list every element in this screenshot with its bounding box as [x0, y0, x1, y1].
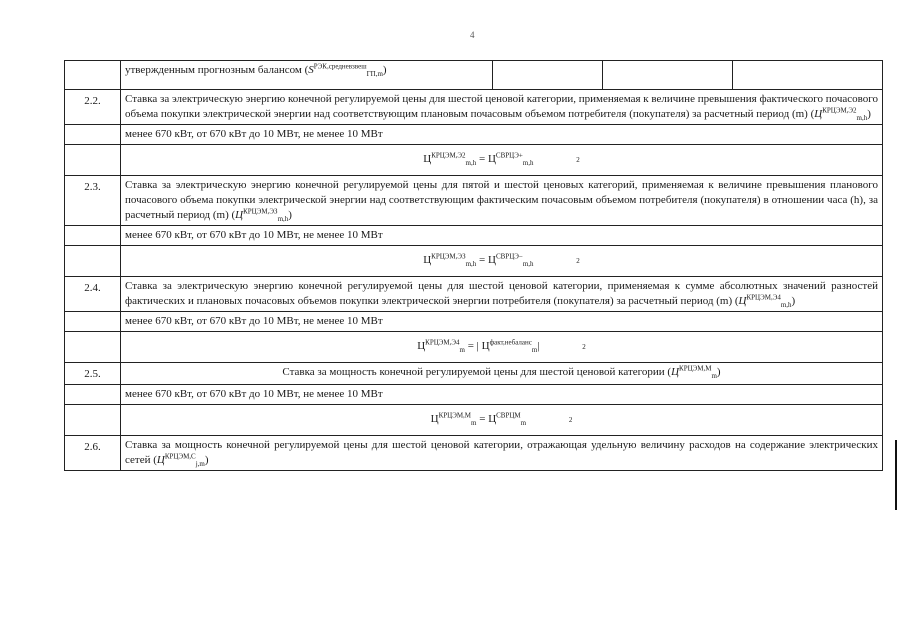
- symbol-superscript: КРЦЭМ,С: [164, 452, 196, 461]
- description-text: Ставка за электрическую энергию конечной регулируемой цены для пятой и шестой ценовых категорий, применяемая к величине превышения планового почасового объема покупки электрической энергии над соответствующим фактическим почасовым объемом потребителя (покупателя) в отношении часа (h), за расчетный период (m) (: [125, 179, 878, 221]
- page-number: 4: [470, 30, 475, 40]
- empty-num-cell: [65, 332, 121, 363]
- section-description: [121, 436, 883, 471]
- formula-rhs-subscript: m: [531, 346, 538, 355]
- closing-paren: ): [288, 209, 292, 221]
- symbol-text: Ц: [671, 366, 680, 378]
- formula-lhs-subscript: m: [459, 346, 465, 355]
- formula-lhs-subscript: m,h: [465, 260, 477, 269]
- formula-rhs-superscript: СВРЦЭ−: [495, 252, 523, 261]
- section-formula-row: [65, 145, 883, 176]
- formula-rhs: Ц: [488, 254, 496, 266]
- formula-rhs: Ц: [487, 153, 496, 165]
- symbol-text: Ц: [156, 454, 165, 466]
- empty-num-cell: [65, 61, 121, 90]
- section-formula-row: [65, 332, 883, 363]
- formula-lhs-subscript: m,h: [465, 159, 477, 168]
- closing-paren: ): [867, 108, 871, 120]
- section-number: 2.6.: [65, 436, 121, 471]
- section-description: [121, 90, 883, 125]
- symbol-superscript: КРЦЭМ,ЭЗ: [243, 207, 278, 216]
- symbol-subscript: m,h: [277, 215, 289, 224]
- section-number: 2.2.: [65, 90, 121, 125]
- power-range-label: менее 670 кВт, от 670 кВт до 10 МВт, не менее 10 МВт: [121, 385, 883, 405]
- tariff-table: [64, 60, 883, 471]
- symbol-subscript: m,h: [780, 301, 792, 310]
- formula-lhs: Ц: [423, 254, 432, 266]
- symbol-superscript: КРЦЭМ,М: [679, 364, 712, 373]
- formula-rhs-subscript: m: [520, 419, 527, 428]
- section-header-row: [65, 176, 883, 226]
- formula-rhs-superscript: СВРЦЭ+: [495, 151, 523, 160]
- description-text: Ставка за мощность конечной регулируемой цены для шестой ценовой категории (: [282, 366, 672, 378]
- empty-cell: [733, 61, 883, 90]
- formula-operator: = |: [467, 340, 479, 352]
- symbol-text: Ц: [814, 108, 823, 120]
- section-header-row: [65, 436, 883, 471]
- section-header-row: [65, 90, 883, 125]
- symbol-subscript: m,h: [856, 114, 868, 123]
- section-description: [121, 277, 883, 312]
- scan-edge-mark: [895, 440, 897, 510]
- formula-lhs-subscript: m: [471, 419, 477, 428]
- formula-footnote: 2: [576, 156, 580, 164]
- formula-rhs-superscript: факт,небаланс: [489, 338, 532, 347]
- symbol-superscript: КРЦЭМ,Э4: [746, 293, 781, 302]
- empty-cell: [493, 61, 603, 90]
- top-row-desc: утвержденным прогнозным балансом $(S^{РЭК,средневзвеш}_{ГП,m})$: [121, 61, 493, 90]
- section-header-row: [65, 363, 883, 385]
- empty-num-cell: [65, 246, 121, 277]
- symbol-subscript: j,m: [195, 460, 205, 469]
- closing-paren: ): [204, 454, 209, 466]
- section-number: 2.3.: [65, 176, 121, 226]
- formula-footnote: 2: [576, 257, 580, 265]
- closing-paren: ): [791, 295, 796, 307]
- formula-rhs-superscript: СВРЦМ: [496, 411, 521, 420]
- formula-rhs: Ц: [481, 340, 490, 352]
- empty-num-cell: [65, 385, 121, 405]
- formula-rhs: Ц: [488, 413, 497, 425]
- power-range-label: менее 670 кВт, от 670 кВт до 10 МВт, не менее 10 МВт: [121, 312, 883, 332]
- formula-lhs-superscript: КРЦЭМ,Э4: [425, 338, 460, 347]
- table-row-top: [65, 61, 883, 90]
- section-description: [121, 363, 883, 385]
- formula-footnote: 2: [582, 343, 586, 351]
- section-formula-row: [65, 246, 883, 277]
- empty-num-cell: [65, 145, 121, 176]
- formula-rhs-subscript: m,h: [522, 260, 534, 269]
- formula-lhs: Ц: [417, 340, 426, 352]
- formula-rhs-subscript: m,h: [522, 159, 534, 168]
- power-range-label: менее 670 кВт, от 670 кВт до 10 МВт, не менее 10 МВт: [121, 125, 883, 145]
- formula-lhs: Ц: [430, 413, 439, 425]
- section-header-row: [65, 277, 883, 312]
- symbol-text: Ц: [235, 209, 244, 221]
- formula-rhs-close: |: [537, 340, 540, 352]
- section-range-row: [65, 125, 883, 145]
- power-range-label: менее 670 кВт, от 670 кВт до 10 МВт, не менее 10 МВт: [121, 226, 883, 246]
- closing-paren: ): [716, 366, 721, 378]
- formula-lhs-superscript: КРЦЭМ,Э2: [431, 151, 466, 160]
- section-range-row: [65, 226, 883, 246]
- empty-num-cell: [65, 312, 121, 332]
- formula-cell: [121, 246, 883, 277]
- section-range-row: [65, 385, 883, 405]
- formula-operator: =: [479, 413, 486, 425]
- section-formula-row: [65, 405, 883, 436]
- formula-operator: =: [479, 153, 486, 165]
- formula-lhs-superscript: КРЦЭМ,М: [438, 411, 472, 420]
- empty-num-cell: [65, 125, 121, 145]
- description-text: Ставка за электрическую энергию конечной регулируемой цены для шестой ценовой категории, применяемая к сумме абсолютных значений разностей фактических и плановых почасовых объемов покупки электрической энергии потребителя (покупателя) за расчетный период (m) (: [125, 280, 878, 307]
- section-number: 2.4.: [65, 277, 121, 312]
- formula-footnote: 2: [568, 416, 573, 424]
- formula-cell: [121, 145, 883, 176]
- empty-cell: [603, 61, 733, 90]
- section-description: [121, 176, 883, 226]
- section-range-row: [65, 312, 883, 332]
- formula-cell: [121, 332, 883, 363]
- formula-lhs-superscript: КРЦЭМ,ЭЗ: [431, 252, 466, 261]
- description-text: Ставка за электрическую энергию конечной регулируемой цены для шестой ценовой категории, применяемая к величине превышения фактического почасового объема покупки электрической энергии над соответствующим плановым почасовым объемом потребителя (покупателя) за расчетный период (m) (: [125, 93, 878, 120]
- empty-num-cell: [65, 226, 121, 246]
- symbol-text: Ц: [738, 295, 747, 307]
- formula-lhs: Ц: [423, 153, 432, 165]
- section-number: 2.5.: [65, 363, 121, 385]
- description-text: Ставка за мощность конечной регулируемой цены для шестой ценовой категории, отражающая удельную величину расходов на содержание электрических сетей (: [125, 439, 878, 466]
- symbol-superscript: КРЦЭМ,Э2: [822, 106, 857, 115]
- empty-num-cell: [65, 405, 121, 436]
- formula-cell: [121, 405, 883, 436]
- symbol-subscript: m: [711, 372, 717, 381]
- formula-operator: =: [479, 254, 486, 266]
